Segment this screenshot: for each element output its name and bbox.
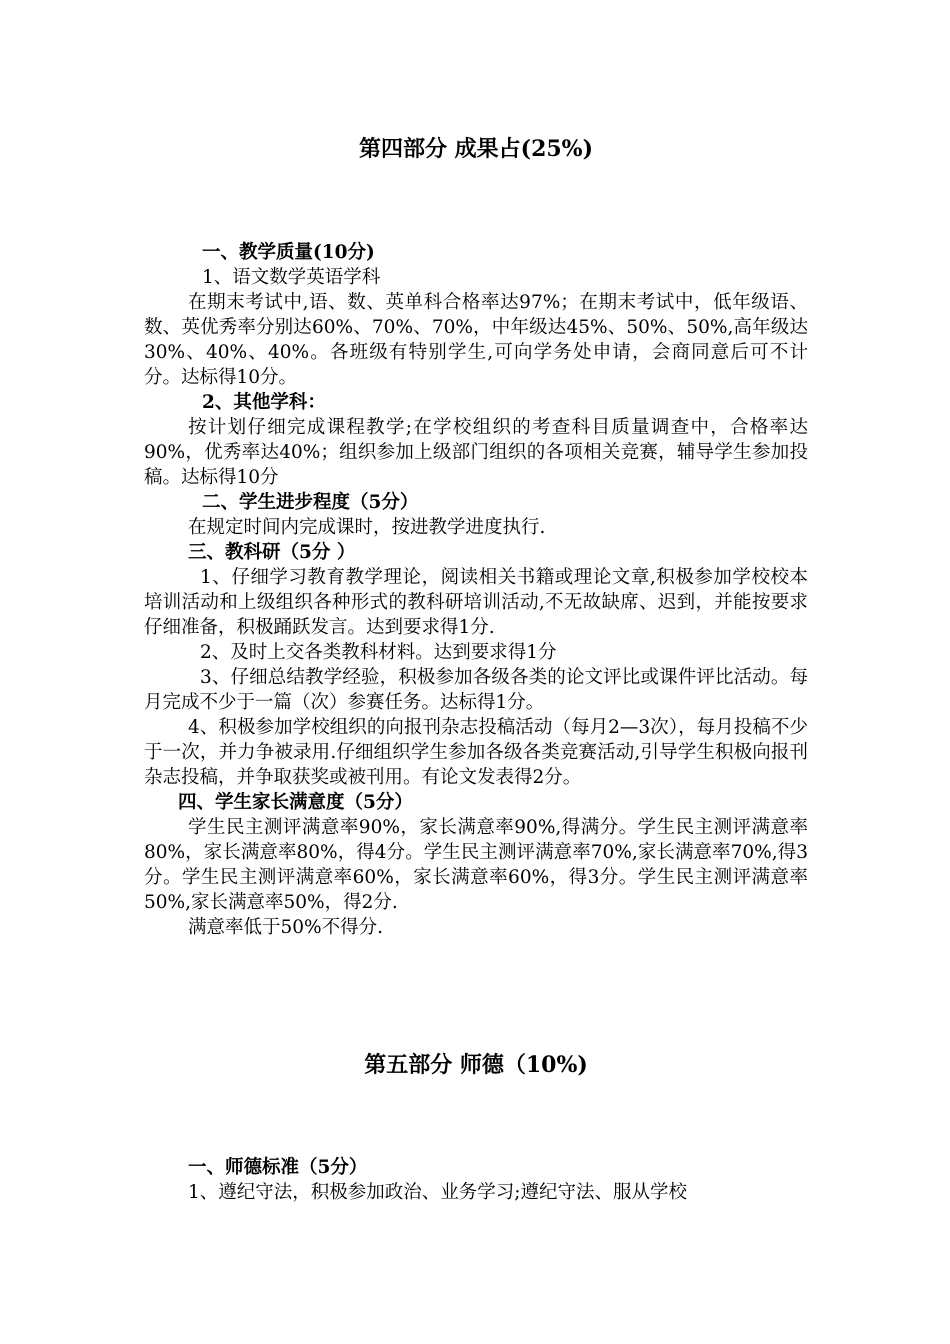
paragraph-other-subjects: 按计划仔细完成课程教学;在学校组织的考查科目质量调查中，合格率达90%，优秀率达40%；组织参加上级部门组织的各项相关竞赛，辅导学生参加投稿。达标得10分 (144, 417, 808, 488)
section-heading-ethics-standard: 一、师德标准（5分） (188, 1157, 368, 1178)
part4-title: 第四部分 成果占(25%) (359, 136, 593, 162)
paragraph-satisfaction: 学生民主测评满意率90%，家长满意率90%,得满分。学生民主测评满意率80%，家长满意率80%，得4分。学生民主测评满意率70%,家长满意率70%,得3分。学生民主测评满意率60%，家长满意率60%，得3分。学生民主测评满意率50%,家长满意率50%，得2分. (144, 817, 808, 913)
section-heading-research: 三、教科研（5分 ） (188, 542, 356, 563)
paragraph-research-4: 4、积极参加学校组织的向报刊杂志投稿活动（每月2—3次），每月投稿不少于一次，并力争被录用.仔细组织学生参加各级各类竞赛活动,引导学生积极向报刊杂志投稿，并争取获奖或被刊用。有论文发表得2分。 (144, 717, 808, 788)
section-heading-satisfaction: 四、学生家长满意度（5分） (178, 792, 413, 813)
section-heading-student-progress: 二、学生进步程度（5分） (202, 492, 419, 513)
part5-title: 第五部分 师德（10%) (364, 1052, 588, 1078)
paragraph-exam-rates: 在期末考试中,语、数、英单科合格率达97%；在期末考试中，低年级语、数、英优秀率分别达60%、70%、70%，中年级达45%、50%、50%,高年级达30%、40%、40%。各班级有特别学生,可向学务处申请，会商同意后可不计分。达标得10分。 (144, 292, 808, 388)
part5-section-1 (144, 1155, 808, 1205)
section-heading-teaching-quality: 一、教学质量(10分) (202, 242, 375, 263)
paragraph-ethics-1: 1、遵纪守法，积极参加政治、业务学习;遵纪守法、服从学校 (188, 1182, 688, 1203)
paragraph-research-1: 1、仔细学习教育教学理论，阅读相关书籍或理论文章,积极参加学校校本培训活动和上级组织各种形式的教科研培训活动,不无故缺席、迟到，并能按要求仔细准备，积极踊跃发言。达到要求得1分. (144, 567, 808, 638)
part4-section-1 (144, 240, 808, 940)
paragraph-satisfaction-low: 满意率低于50%不得分. (188, 917, 384, 938)
paragraph-research-2: 2、及时上交各类教科材料。达到要求得1分 (200, 642, 557, 663)
subsection-chinese-math-english: 1、语文数学英语学科 (202, 267, 381, 288)
paragraph-student-progress: 在规定时间内完成课时，按进教学进度执行. (188, 517, 546, 538)
subsection-other-subjects: 2、其他学科： (202, 392, 326, 413)
paragraph-research-3: 3、仔细总结教学经验，积极参加各级各类的论文评比或课件评比活动。每月完成不少于一篇（次）参赛任务。达标得1分。 (144, 667, 808, 713)
